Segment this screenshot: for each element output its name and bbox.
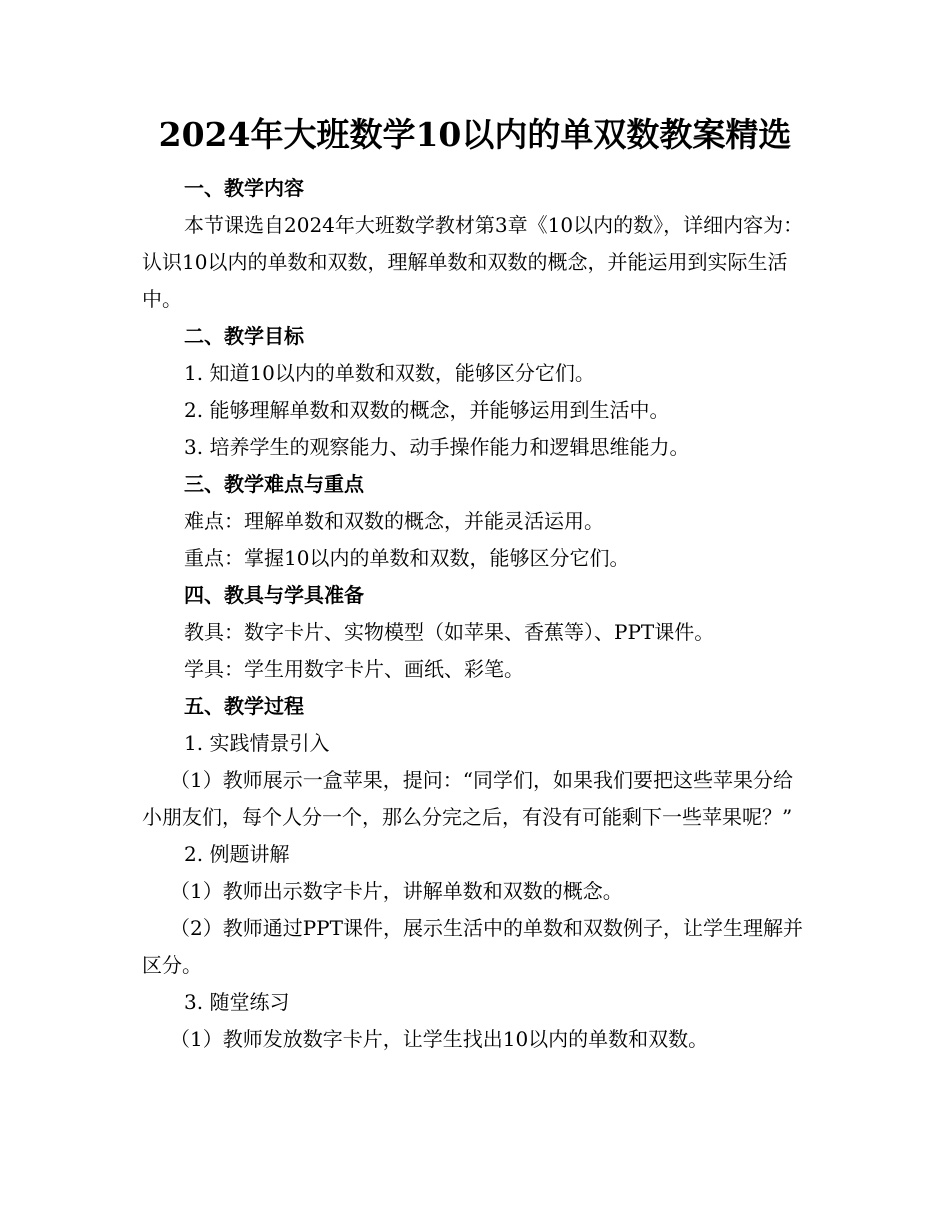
objective-item-3: 3. 培养学生的观察能力、动手操作能力和逻辑思维能力。 <box>184 435 690 459</box>
process-step-1: 1. 实践情景引入 <box>184 731 330 755</box>
process-step-2: 2. 例题讲解 <box>184 842 290 866</box>
keypoint-item: 重点：掌握10以内的单数和双数，能够区分它们。 <box>184 546 630 570</box>
process-step-3: 3. 随堂练习 <box>184 990 290 1014</box>
section-heading-difficulties: 三、教学难点与重点 <box>184 472 364 496</box>
process-step-1-paragraph: （1）教师展示一盒苹果，提问：“同学们，如果我们要把这些苹果分给小朋友们，每个人分一个，那么分完之后，有没有可能剩下一些苹果呢？” <box>142 768 793 829</box>
section-heading-process: 五、教学过程 <box>184 694 304 718</box>
process-step-3-paragraph-1: （1）教师发放数字卡片，让学生找出10以内的单数和双数。 <box>170 1027 709 1051</box>
section-heading-objectives: 二、教学目标 <box>184 324 304 348</box>
process-step-2-paragraph-2: （2）教师通过PPT课件，展示生活中的单数和双数例子，让学生理解并区分。 <box>142 916 803 977</box>
teaching-aids-item: 教具：数字卡片、实物模型（如苹果、香蕉等）、PPT课件。 <box>184 620 715 644</box>
section-body-content: 本节课选自2024年大班数学教材第3章《10以内的数》，详细内容为：认识10以内的单数和双数，理解单数和双数的概念，并能运用到实际生活中。 <box>142 213 804 311</box>
difficulty-item: 难点：理解单数和双数的概念，并能灵活运用。 <box>184 509 604 533</box>
section-heading-content: 一、教学内容 <box>184 176 304 200</box>
learning-aids-item: 学具：学生用数字卡片、画纸、彩笔。 <box>184 657 524 681</box>
document-title: 2024年大班数学10以内的单双数教案精选 <box>158 115 792 154</box>
section-heading-materials: 四、教具与学具准备 <box>184 583 364 607</box>
objective-item-2: 2. 能够理解单数和双数的概念，并能够运用到生活中。 <box>184 398 670 422</box>
process-step-2-paragraph-1: （1）教师出示数字卡片，讲解单数和双数的概念。 <box>170 879 623 903</box>
objective-item-1: 1. 知道10以内的单数和双数，能够区分它们。 <box>184 361 595 385</box>
